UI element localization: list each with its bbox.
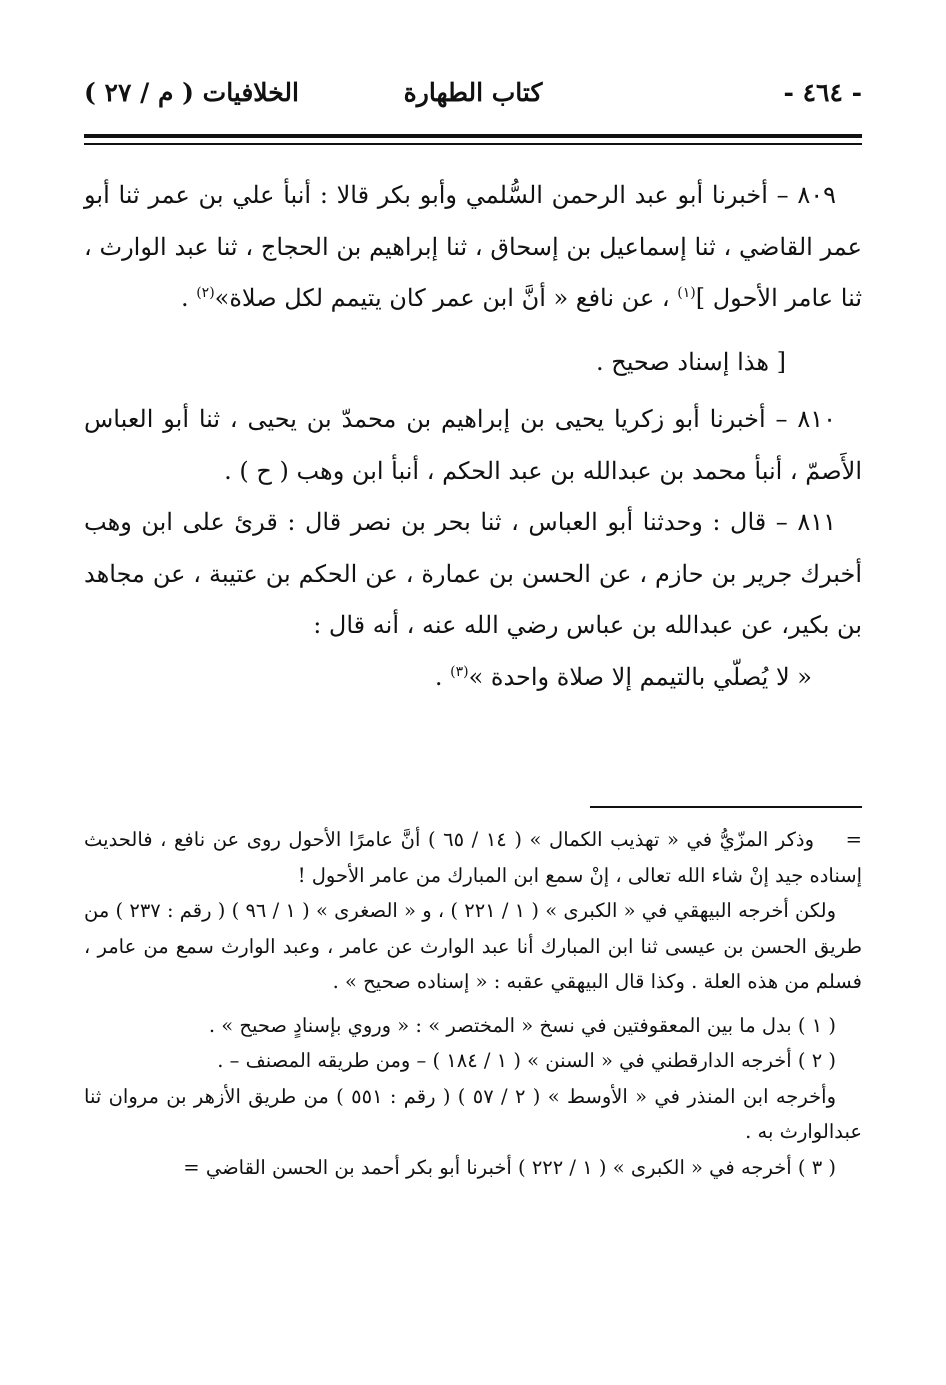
volume-reference: الخلافيات ( م / ٢٧ ) [84,78,299,107]
header-rule-thick [84,134,862,138]
footnote-3: ( ٣ ) أخرجه في « الكبرى » ( ١ / ٢٢٢ ) أخبرنا أبو بكر أحمد بن الحسن القاضي = [183,1155,836,1179]
footnote-ref-2: (٢) [196,285,215,301]
hadith-809-rest: ، عن نافع « أنَّ ابن عمر كان يتيمم لكل صلاة» [214,284,678,312]
footnote-2: ( ٢ ) أخرجه الدارقطني في « السنن » ( ١ / ١٨٤ ) – ومن طريقه المصنف – . [217,1049,836,1072]
footnote-continuation [84,822,862,893]
header-rule-thin [84,143,862,145]
hadith-809-end: . [180,284,197,312]
footnote-paragraph-2: ولكن أخرجه البيهقي في « الكبرى » ( ١ / ٢٢١ ) ، و « الصغرى » ( ١ / ٩٦ ) ( رقم : ٢٣٧ ) من طريق الحسن بن عيسى ثنا ابن المبارك أنا عبد الوارث عن عامر ، وعبد الوارث سمع من عامر ، فسلم من هذه العلة . وكذا قال البيهقي عقبه : « إسناده صحيح » . [84,899,862,993]
verdict: [ هذا إسناد صحيح . [595,347,786,376]
quote-text: « لا يُصلّي بالتيمم إلا صلاة واحدة » [468,662,812,691]
continuation-mark: = [845,828,862,851]
book-title: كتاب الطهارة [403,78,543,107]
running-header [84,78,862,122]
main-text [84,170,862,703]
page-number: - ٤٦٤ - [783,78,862,107]
continuation-text: وذكر المزّيُّ في « تهذيب الكمال » ( ١٤ / ٦٥ ) أنَّ عامرًا الأحول روى عن نافع ، فالحديث إسناده جيد إنْ شاء الله تعالى ، إنْ سمع ابن المبارك من عامر الأحول ! [84,828,862,887]
footnote-ref-1: (١) [677,285,696,301]
footnote-1: ( ١ ) بدل ما بين المعقوفتين في نسخ « المختصر » : « وروي بإسنادٍ صحيح » . [208,1013,836,1037]
hadith-811: ٨١١ – قال : وحدثنا أبو العباس ، ثنا بحر بن نصر قال : قرئ على ابن وهب أخبرك جرير بن حازم ، عن الحسن بن عمارة ، عن الحكم بن عتيبة ، عن مجاهد بن بكير، عن عبدالله بن عباس رضي الله عنه ، أنه قال : [84,508,862,639]
footnote-separator [590,806,862,808]
hadith-809-text: ٨٠٩ – أخبرنا أبو عبد الرحمن السُّلمي وأبو بكر قالا : أنبأ علي بن عمر ثنا أبو عمر القاضي ، ثنا إسماعيل بن إسحاق ، ثنا إبراهيم بن الحجاج ، ثنا عبد الوارث ، ثنا عامر الأحول ] [84,181,862,312]
footnote-ref-3: (٣) [450,663,469,680]
quote-end: . [434,662,451,691]
hadith-810: ٨١٠ – أخبرنا أبو زكريا يحيى بن إبراهيم بن محمدّ بن يحيى ، ثنا أبو العباس الأَصمّ ، أنبأ محمد بن عبدالله بن عبد الحكم ، أنبأ ابن وهب ( ح ) . [84,405,862,485]
footnotes [84,822,862,1185]
hadith-quote [84,652,862,704]
hadith-809 [84,170,862,325]
footnote-2-continuation: وأخرجه ابن المنذر في « الأوسط » ( ٢ / ٥٧ ) ( رقم : ٥٥١ ) من طريق الأزهر بن مروان ثنا عبدالوارث به . [84,1084,862,1143]
